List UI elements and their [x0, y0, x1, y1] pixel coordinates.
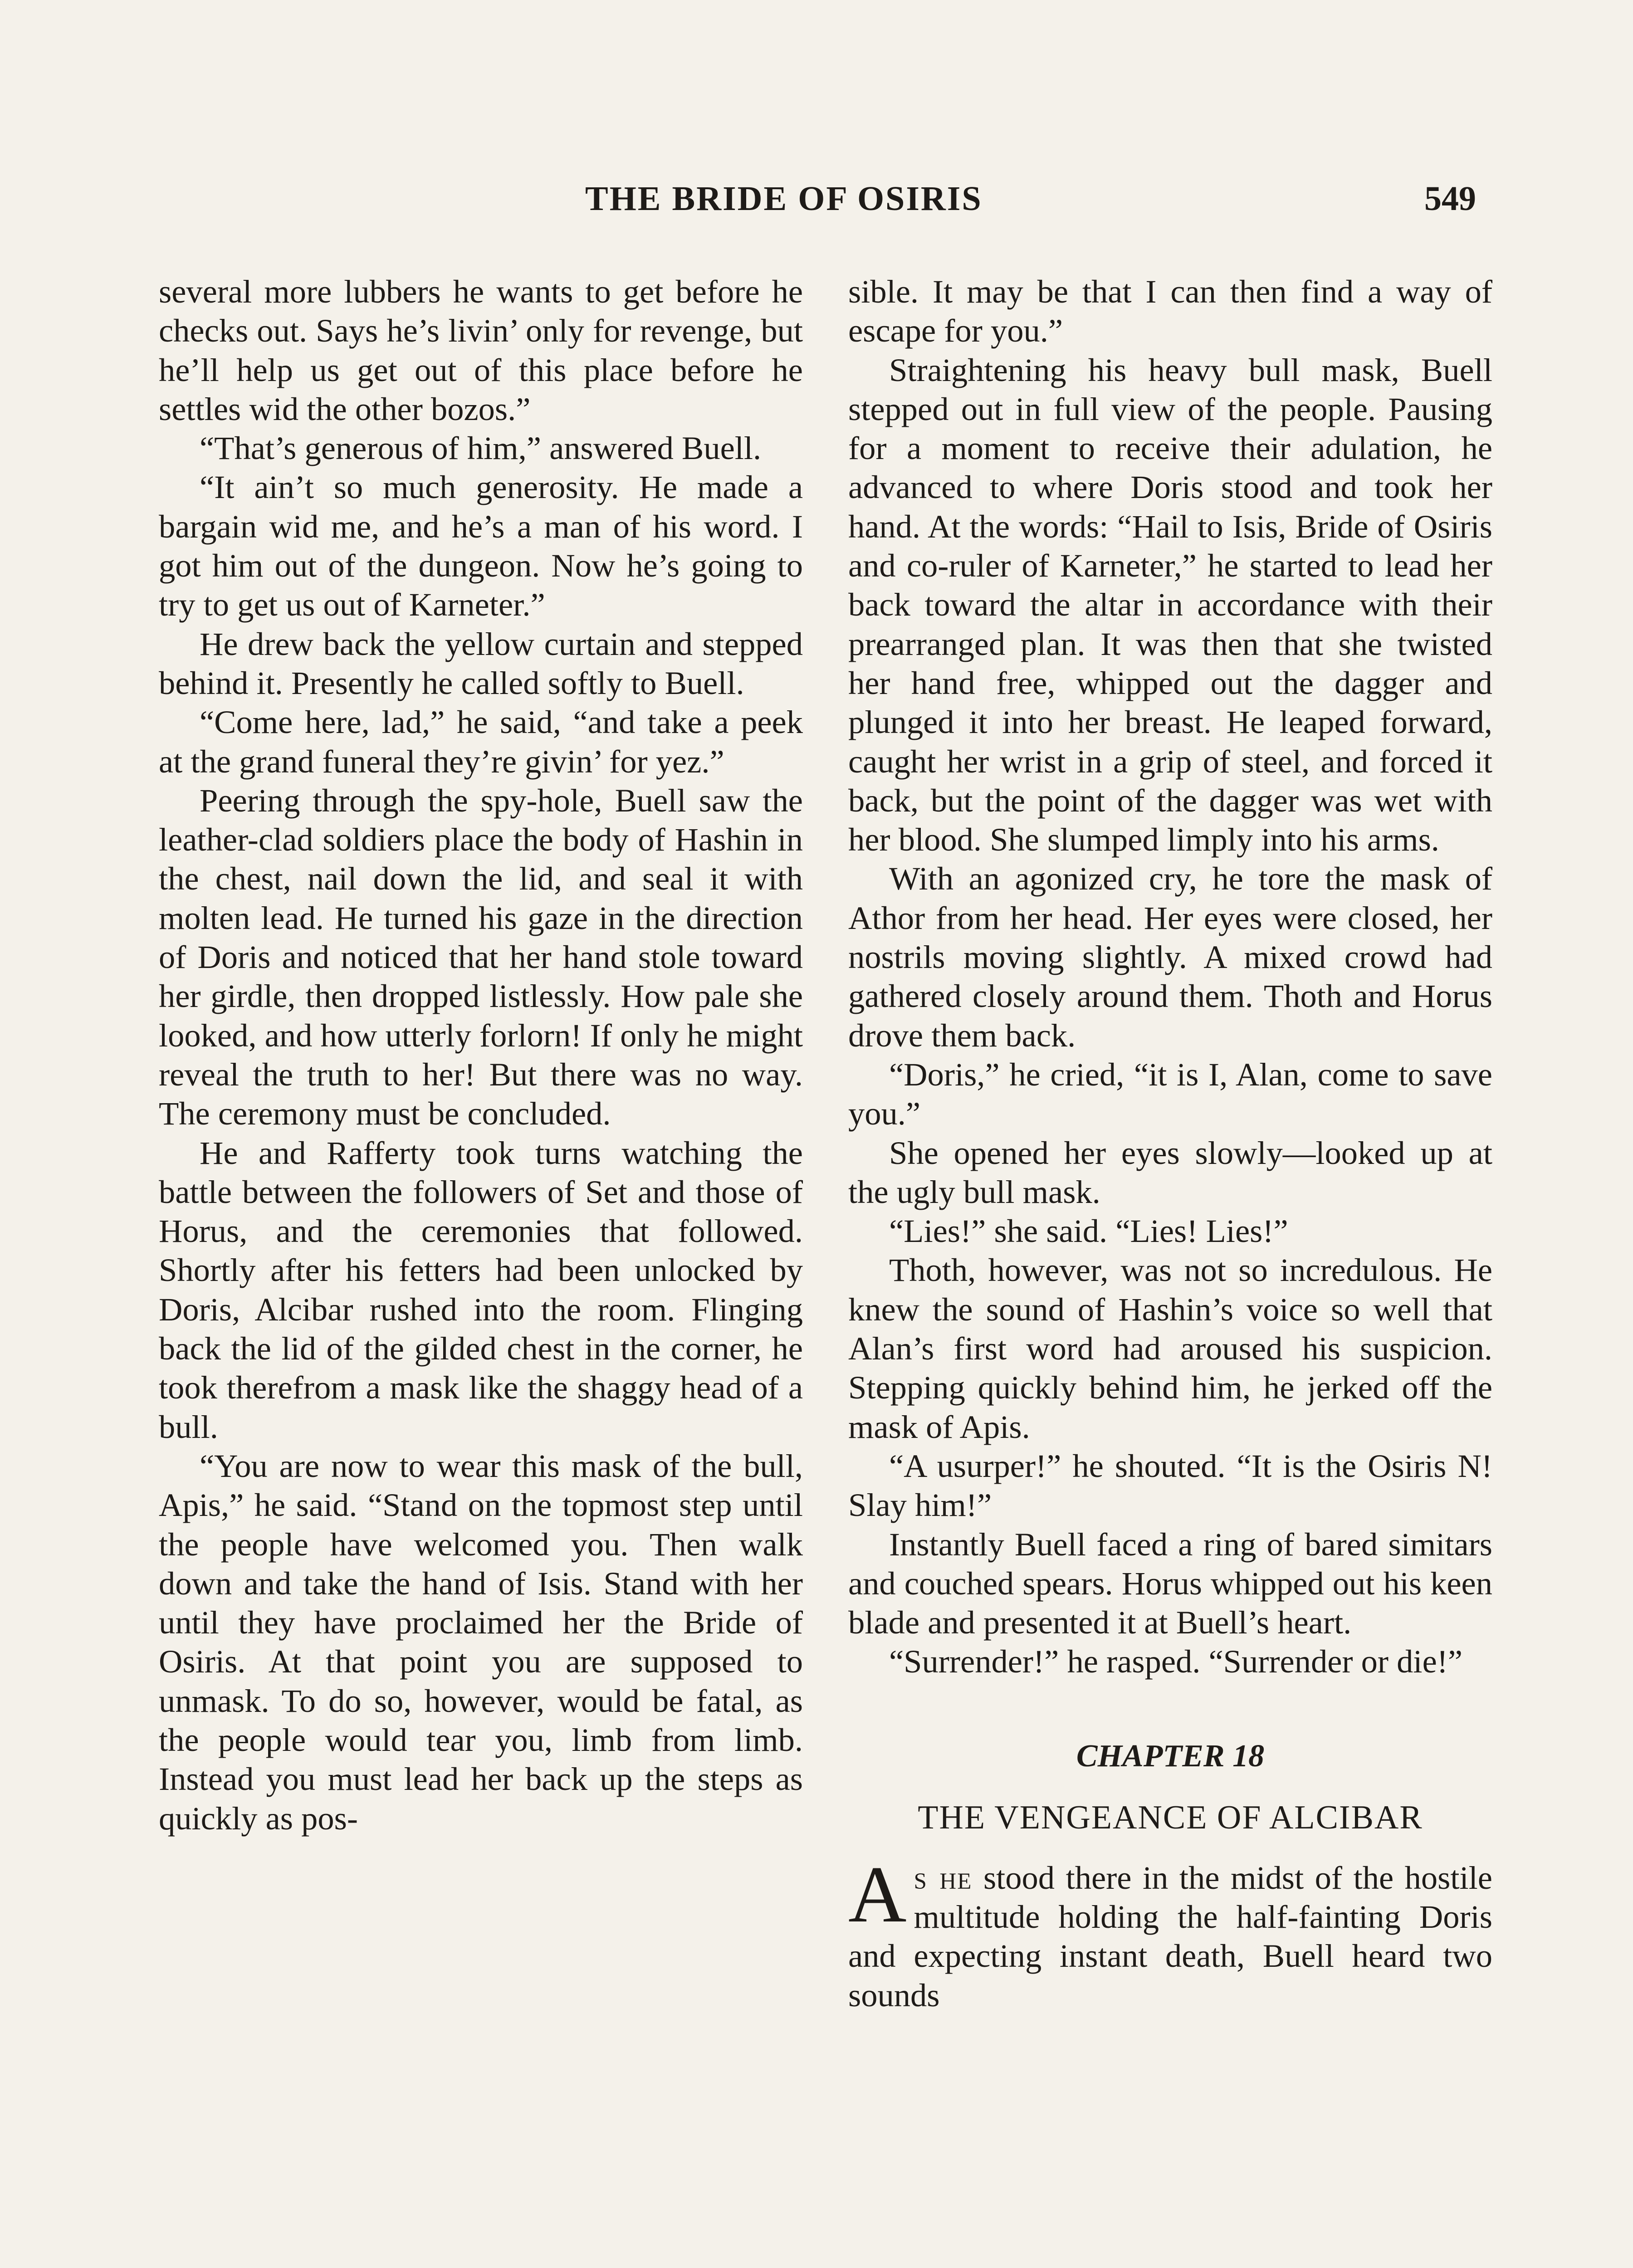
running-head: [0, 179, 1633, 229]
opening-text: stood there in the midst of the hostile multitude holding the half-fainting Doris and expecting instant death, Buell heard two sounds: [848, 1859, 1492, 2014]
paragraph: “Come here, lad,” he said, “and take a peek at the grand funeral they’re givin’ for yez.”: [159, 704, 803, 780]
paragraph: “Surrender!” he rasped. “Surrender or die!”: [889, 1643, 1463, 1680]
paragraph: sible. It may be that I can then find a way of escape for you.”: [848, 273, 1492, 349]
paragraph: “Lies!” she said. “Lies! Lies!”: [889, 1212, 1288, 1250]
chapter-opening-paragraph: [848, 1849, 1492, 2015]
paragraph: Straightening his heavy bull mask, Buell stepped out in full view of the people. Pausing for a moment to receive their adulation, he advanced to where Doris stood and took her hand. At the words: “Hail to Isis, Bride of Osiris and co-ruler of Karneter,” he started to lead her back toward the altar in accordance with their prearranged plan. It was then that she twisted her hand free, whipped out the dagger and plunged it into her breast. He leaped forward, caught her wrist in a grip of steel, and forced it back, but the point of the dagger was wet with her blood. She slumped limply into his arms.: [848, 351, 1492, 858]
right-column: [848, 272, 1492, 2015]
paragraph: With an agonized cry, he tore the mask of Athor from her head. Her eyes were closed, her nostrils moving slightly. A mixed crowd had gathered closely around them. Thoth and Horus drove them back.: [848, 860, 1492, 1054]
paragraph: several more lubbers he wants to get before he checks out. Says he’s livin’ only for revenge, but he’ll help us get out of this place before he settles wid the other bozos.”: [159, 273, 803, 427]
chapter-title: THE VENGEANCE OF ALCIBAR: [918, 1799, 1423, 1836]
paragraph: He and Rafferty took turns watching the battle between the followers of Set and those of Horus, and the ceremonies that followed. Shortly after his fetters had been unlocked by Doris, Alcibar rushed into the room. Flinging back the lid of the gilded chest in the corner, he took therefrom a mask like the shaggy head of a bull.: [159, 1134, 803, 1445]
paragraph: Thoth, however, was not so incredulous. He knew the sound of Hashin’s voice so well that Alan’s first word had aroused his suspicion. Stepping quickly behind him, he jerked off the mask of Apis.: [848, 1251, 1492, 1445]
drop-cap: A: [848, 1849, 907, 1939]
paragraph: “A usurper!” he shouted. “It is the Osiris N! Slay him!”: [848, 1447, 1492, 1524]
chapter-label: CHAPTER 18: [1076, 1738, 1265, 1774]
opening-smallcaps: s he: [914, 1859, 973, 1896]
paragraph: “Doris,” he cried, “it is I, Alan, come to save you.”: [848, 1056, 1492, 1132]
running-title: THE BRIDE OF OSIRIS: [585, 180, 983, 218]
paragraph: “You are now to wear this mask of the bull, Apis,” he said. “Stand on the topmost step until the people have welcomed you. Then walk down and take the hand of Isis. Stand with her until they have proclaimed her the Bride of Osiris. At that point you are supposed to unmask. To do so, however, would be fatal, as the people would tear you, limb from limb. Instead you must lead her back up the steps as quickly as pos-: [159, 1447, 803, 1837]
paragraph: He drew back the yellow curtain and stepped behind it. Presently he called softly to Buell.: [159, 625, 803, 701]
paragraph: Peering through the spy-hole, Buell saw the leather-clad soldiers place the body of Hashin in the chest, nail down the lid, and seal it with molten lead. He turned his gaze in the direction of Doris and noticed that her hand stole toward her girdle, then dropped listlessly. How pale she looked, and how utterly forlorn! If only he might reveal the truth to her! But there was no way. The ceremony must be concluded.: [159, 782, 803, 1132]
paragraph: She opened her eyes slowly—looked up at the ugly bull mask.: [848, 1134, 1492, 1210]
left-column: [159, 272, 803, 1838]
paragraph: “That’s generous of him,” answered Buell.: [200, 430, 762, 467]
page-number: 549: [1424, 180, 1476, 218]
paragraph: “It ain’t so much generosity. He made a bargain wid me, and he’s a man of his word. I got him out of the dungeon. Now he’s going to try to get us out of Karneter.”: [159, 469, 803, 623]
paragraph: Instantly Buell faced a ring of bared simitars and couched spears. Horus whipped out his keen blade and presented it at Buell’s heart.: [848, 1525, 1492, 1641]
